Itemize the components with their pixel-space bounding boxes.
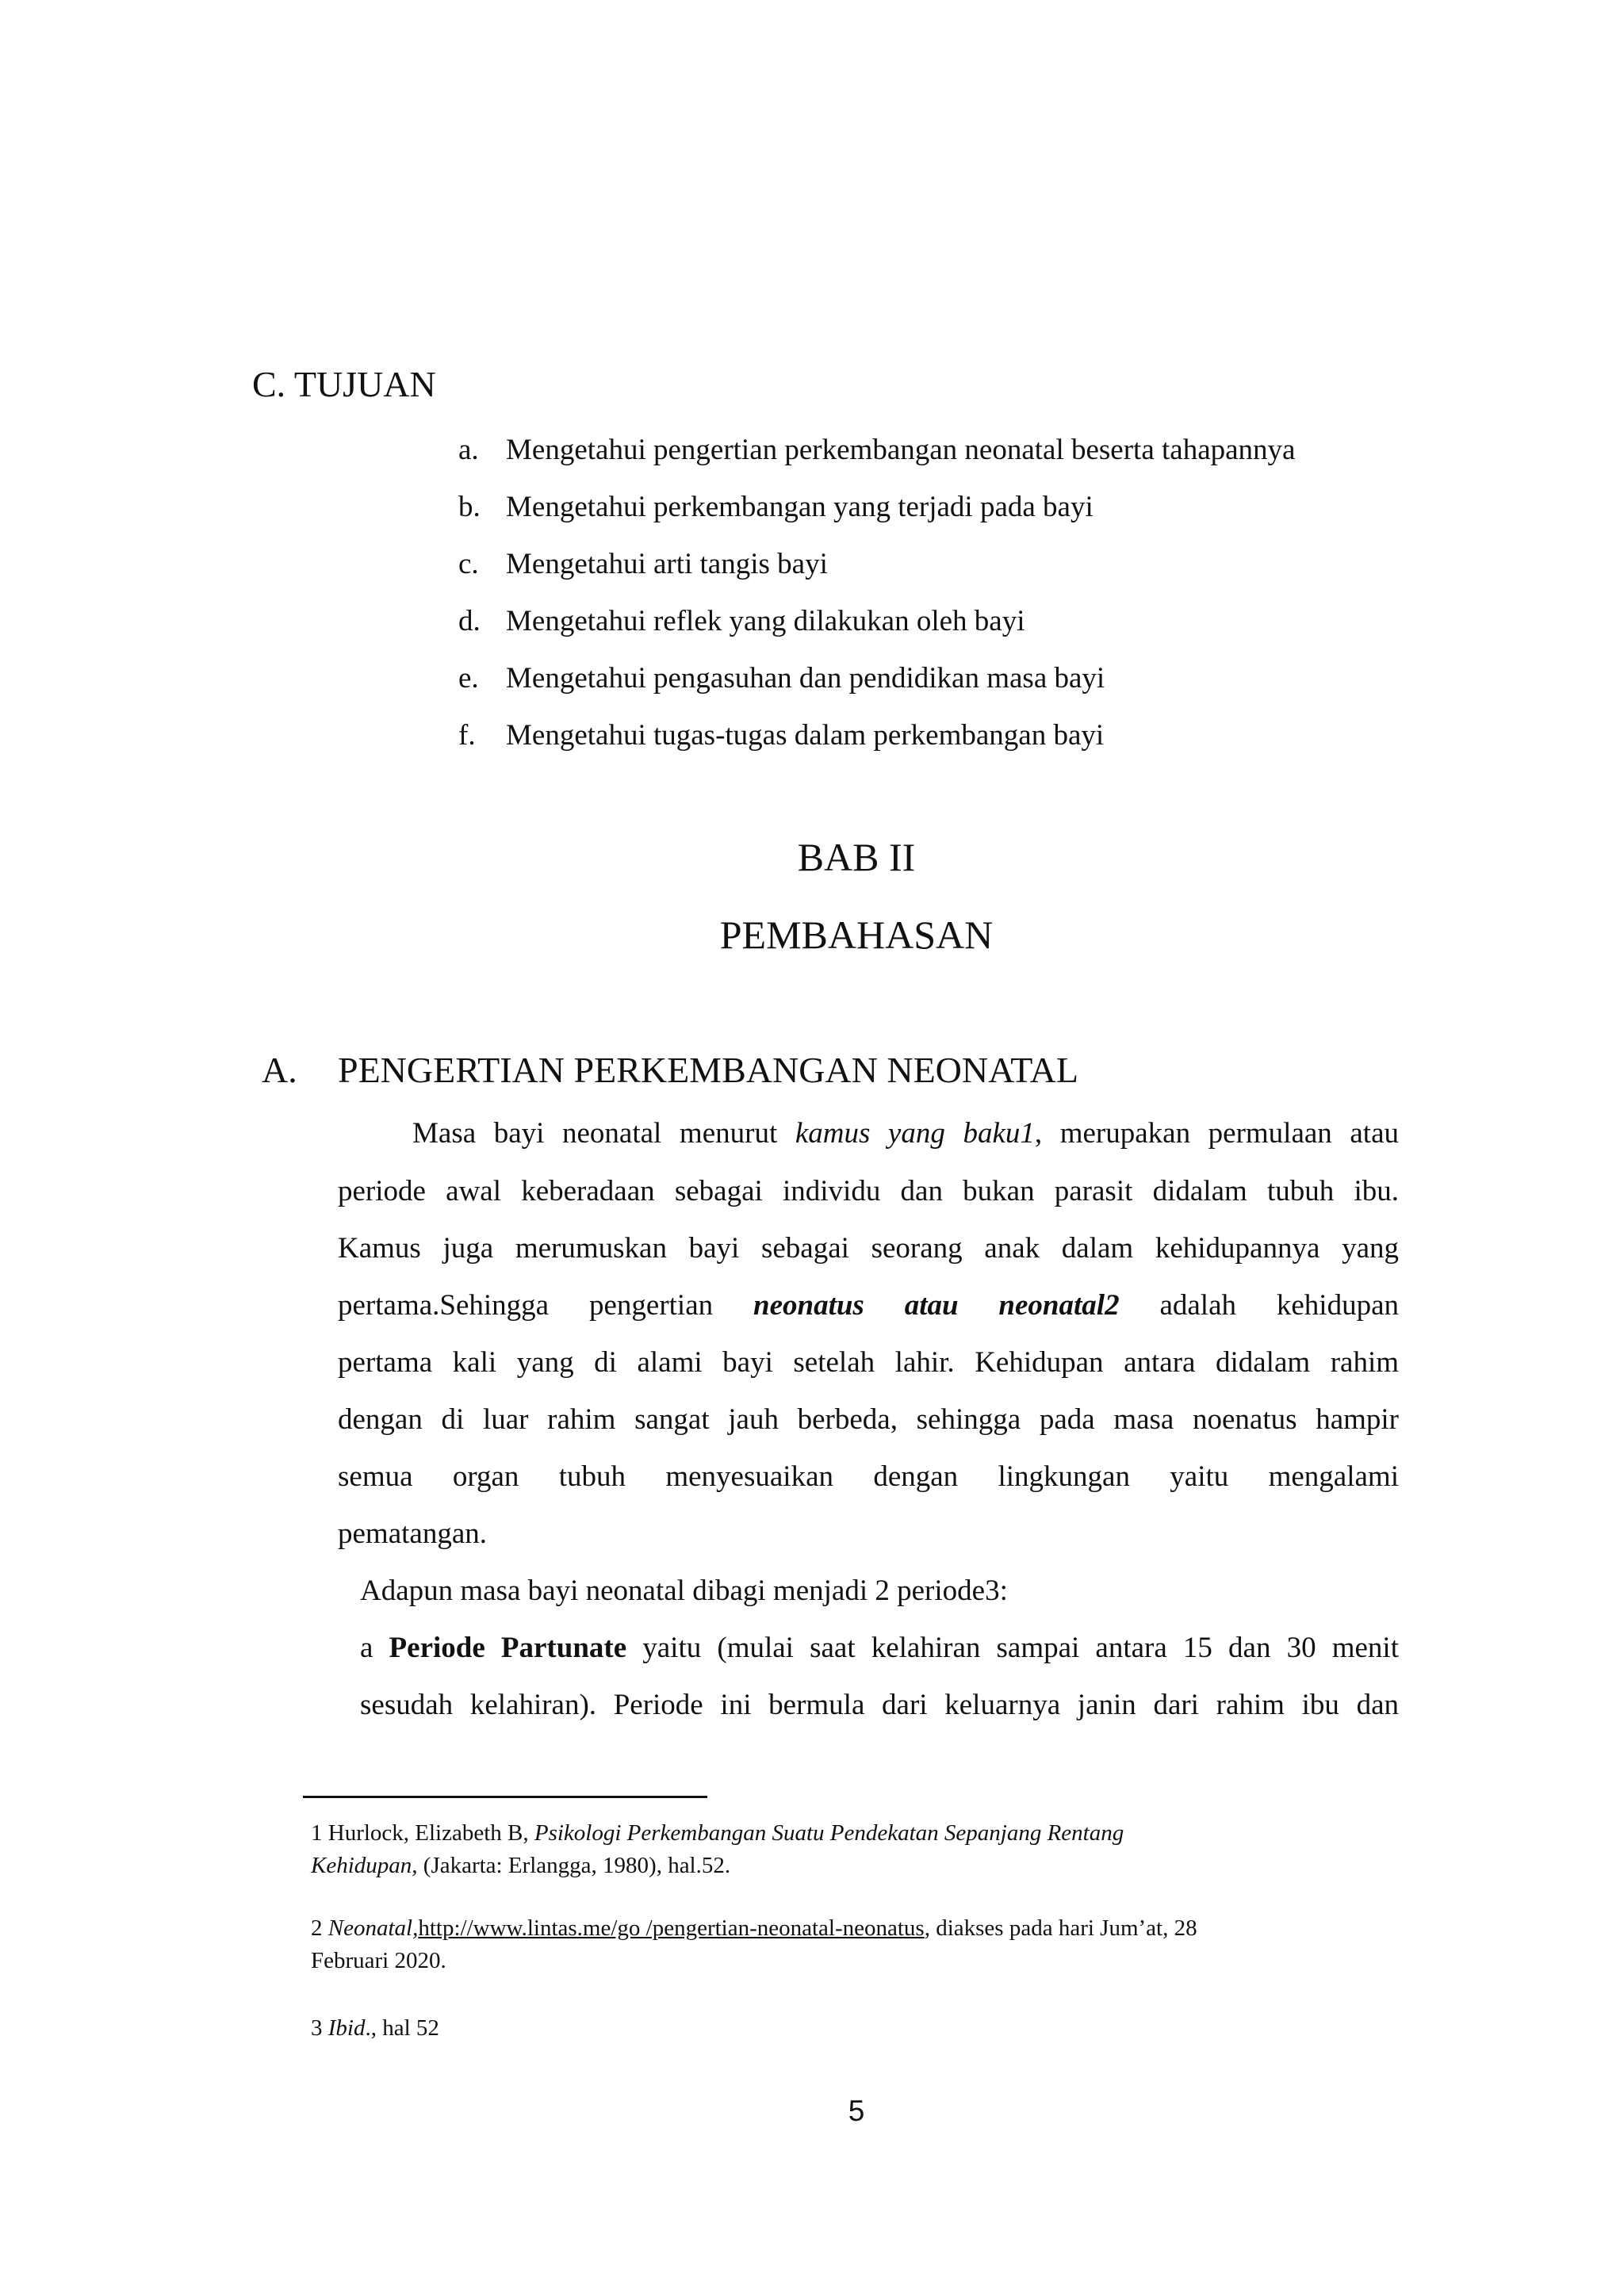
footnote-text: Hurlock, Elizabeth B,: [327, 1820, 534, 1846]
text-run: Masa bayi neonatal menurut: [412, 1117, 795, 1150]
list-marker: a.: [458, 434, 479, 466]
list-item: [458, 661, 1105, 695]
list-item-text: Mengetahui tugas-tugas dalam perkembangan bayi: [506, 719, 1105, 752]
list-marker: c.: [458, 548, 479, 580]
paragraph-line: dengan di luar rahim sangat jauh berbeda, sehingga pada masa noenatus hampir: [338, 1403, 1399, 1436]
list-item-text: Mengetahui perkembangan yang terjadi pada bayi: [506, 491, 1094, 523]
list-marker: a: [360, 1632, 389, 1664]
footnote-title: Psikologi Perkembangan Suatu Pendekatan Sepanjang Rentang: [534, 1820, 1124, 1846]
list-marker: e.: [458, 662, 479, 695]
text-run: , merupakan permulaan atau: [1034, 1117, 1400, 1150]
text-run: adalah kehidupan: [1119, 1289, 1399, 1322]
list-item-text: Mengetahui arti tangis bayi: [506, 548, 828, 580]
list-item-text: Mengetahui pengertian perkembangan neonatal beserta tahapannya: [506, 434, 1296, 466]
text-run-bold-italic: neonatus atau neonatal: [753, 1289, 1105, 1322]
footnote: [311, 1817, 1124, 1849]
paragraph-line: [360, 1631, 1399, 1665]
list-item: [458, 718, 1104, 752]
footnote-number: 2: [311, 1915, 323, 1941]
list-item-text: Mengetahui reflek yang dilakukan oleh bayi: [506, 605, 1025, 637]
paragraph-line: sesudah kelahiran). Periode ini bermula dari keluarnya janin dari rahim ibu dan: [360, 1689, 1399, 1721]
page-number: 5: [848, 2095, 865, 2127]
section-heading-tujuan: C. TUJUAN: [252, 364, 436, 404]
list-marker: f.: [458, 719, 476, 752]
text-run: yaitu (mulai saat kelahiran sampai antara 15 dan 30 menit: [626, 1632, 1399, 1664]
footnote-separator: [303, 1796, 707, 1798]
list-item: [458, 604, 1025, 638]
footnote-link[interactable]: http://www.lintas.me/go /pengertian-neonatal-neonatus: [418, 1915, 925, 1941]
text-run-bold: Periode Partunate: [389, 1632, 627, 1664]
footnote-continuation: Februari 2020.: [311, 1948, 446, 1973]
footnote-title: Neonatal,: [327, 1915, 419, 1941]
footnote-title: Kehidupan,: [311, 1853, 418, 1878]
list-item: [458, 490, 1094, 524]
footnote-text: ., hal 52: [365, 2015, 439, 2041]
list-marker: d.: [458, 605, 481, 637]
list-item: [458, 433, 1295, 467]
paragraph-line: pertama kali yang di alami bayi setelah lahir. Kehidupan antara didalam rahim: [338, 1346, 1399, 1379]
footnote-ref: 1: [1020, 1117, 1035, 1150]
paragraph-line: pematangan.: [338, 1517, 487, 1550]
footnote-number: 3: [311, 2015, 323, 2041]
list-item: [458, 547, 828, 581]
text-run-italic: kamus yang baku: [795, 1117, 1021, 1150]
footnote-ref: 2: [1105, 1289, 1120, 1322]
paragraph-line: semua organ tubuh menyesuaikan dengan lingkungan yaitu mengalami: [338, 1460, 1399, 1493]
list-marker: b.: [458, 491, 481, 523]
paragraph-line: [412, 1116, 1399, 1150]
text-run: pertama.Sehingga pengertian: [338, 1289, 753, 1322]
text-run: Adapun masa bayi neonatal dibagi menjadi 2 periode: [360, 1575, 986, 1607]
paragraph-line: [360, 1574, 1421, 1608]
footnote: [311, 1912, 1197, 1944]
footnote-ref: 3: [985, 1575, 1000, 1607]
chapter-number: BAB II: [797, 835, 916, 879]
footnote-title: Ibid: [327, 2015, 366, 2041]
footnote-number: 1: [311, 1820, 323, 1846]
paragraph-line: [338, 1288, 1399, 1322]
footnote: [311, 2012, 439, 2044]
footnote-text: (Jakarta: Erlangga, 1980), hal.52.: [417, 1853, 731, 1878]
footnote-continuation: [311, 1850, 730, 1881]
list-item-text: Mengetahui pengasuhan dan pendidikan masa bayi: [506, 662, 1105, 695]
text-run: :: [999, 1575, 1008, 1607]
section-marker: A.: [262, 1050, 297, 1090]
paragraph-line: periode awal keberadaan sebagai individu dan bukan parasit didalam tubuh ibu.: [338, 1175, 1399, 1207]
chapter-title: PEMBAHASAN: [719, 913, 994, 957]
section-heading-pengertian: PENGERTIAN PERKEMBANGAN NEONATAL: [338, 1050, 1078, 1090]
footnote-text: , diakses pada hari Jum’at, 28: [924, 1915, 1197, 1941]
paragraph-line: Kamus juga merumuskan bayi sebagai seorang anak dalam kehidupannya yang: [338, 1232, 1399, 1265]
